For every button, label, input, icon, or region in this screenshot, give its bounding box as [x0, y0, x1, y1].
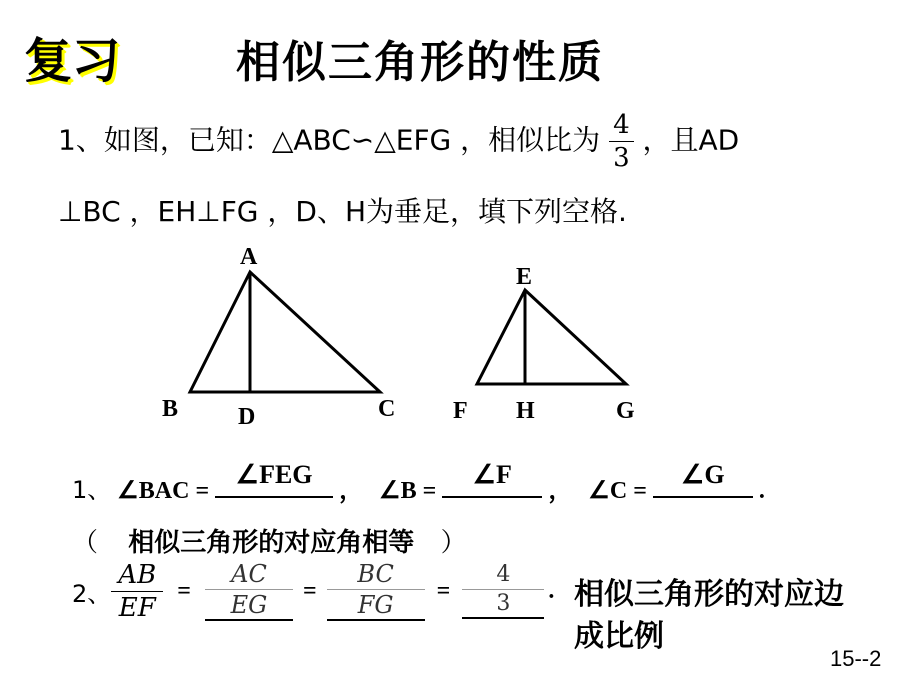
q2-reason: [574, 574, 844, 658]
problem-line-2: ⊥BC ，EH⊥FG ，D、H为垂足，填下列空格.: [58, 195, 627, 228]
page-title: 相似三角形的性质: [236, 37, 604, 88]
q1-reason-text: 相似三角形的对应角相等: [128, 528, 415, 558]
q2-blank-1[interactable]: [205, 562, 293, 621]
q1-reason: [72, 522, 467, 559]
q1-answer-1: ∠FEG: [235, 460, 313, 489]
q1-angle-c: ∠C =: [588, 478, 647, 504]
q2-fraction-ab-ef: [111, 562, 163, 621]
q2-blank-2[interactable]: [327, 562, 425, 621]
q1-prefix: 1、: [72, 476, 112, 504]
q2-f1-num: AB: [118, 560, 157, 590]
q2-blank-3[interactable]: [462, 564, 544, 619]
q1-blank-3[interactable]: [653, 460, 753, 498]
label-c: C: [378, 396, 396, 422]
q1-sep-1: ，: [339, 478, 364, 504]
q1-angle-bac: ∠BAC =: [117, 478, 210, 504]
ratio-denominator: 3: [609, 141, 634, 171]
q2-eq-3: =: [436, 578, 451, 604]
label-a: A: [240, 244, 258, 270]
q2-f2-den: EG: [205, 589, 293, 621]
q2-prefix: 2、: [72, 580, 112, 608]
label-b: B: [162, 396, 179, 422]
triangles-figure: [150, 238, 670, 438]
triangle-efg: [477, 290, 626, 384]
label-f: F: [453, 398, 468, 424]
q2-reason-line-1: 相似三角形的对应边: [574, 577, 844, 612]
q2-f1-den: EF: [111, 591, 163, 621]
q1-reason-close: ）: [440, 528, 467, 558]
review-label: 复习: [24, 33, 121, 89]
triangle-abc: [190, 272, 380, 392]
label-d: D: [238, 404, 256, 430]
page-number: 15--2: [830, 646, 882, 671]
q2-f2-num: AC: [231, 560, 267, 588]
q2-f4-den: 3: [462, 589, 544, 619]
q2-eq-1: =: [177, 578, 191, 604]
q2-end: .: [548, 578, 555, 604]
similarity-ratio-fraction: [609, 112, 634, 171]
q1-reason-open: （: [72, 528, 99, 558]
q2-f3-num: BC: [357, 560, 394, 588]
problem-text-a: 1、如图，已知：△ABC∽△EFG ，相似比为: [58, 123, 601, 157]
q1-end: .: [758, 478, 765, 504]
ratio-numerator: 4: [613, 110, 630, 140]
q1-blank-1[interactable]: [215, 460, 333, 498]
q2-f4-num: 4: [496, 562, 511, 587]
q2-f3-den: FG: [327, 589, 425, 621]
problem-text-b: ，且AD: [642, 123, 740, 157]
q2-eq-2: =: [302, 578, 317, 604]
problem-line-1: [58, 112, 739, 171]
question-1: [72, 460, 765, 505]
q2-reason-line-2: 成比例: [574, 619, 664, 654]
label-g: G: [616, 398, 635, 424]
q1-answer-3: ∠G: [681, 460, 725, 489]
q1-blank-2[interactable]: [442, 460, 542, 498]
label-h: H: [516, 398, 535, 424]
label-e: E: [516, 264, 533, 290]
q1-angle-b: ∠B =: [379, 478, 437, 504]
q1-sep-2: ，: [548, 478, 573, 504]
question-2: [72, 562, 554, 621]
q1-answer-2: ∠F: [472, 460, 512, 489]
